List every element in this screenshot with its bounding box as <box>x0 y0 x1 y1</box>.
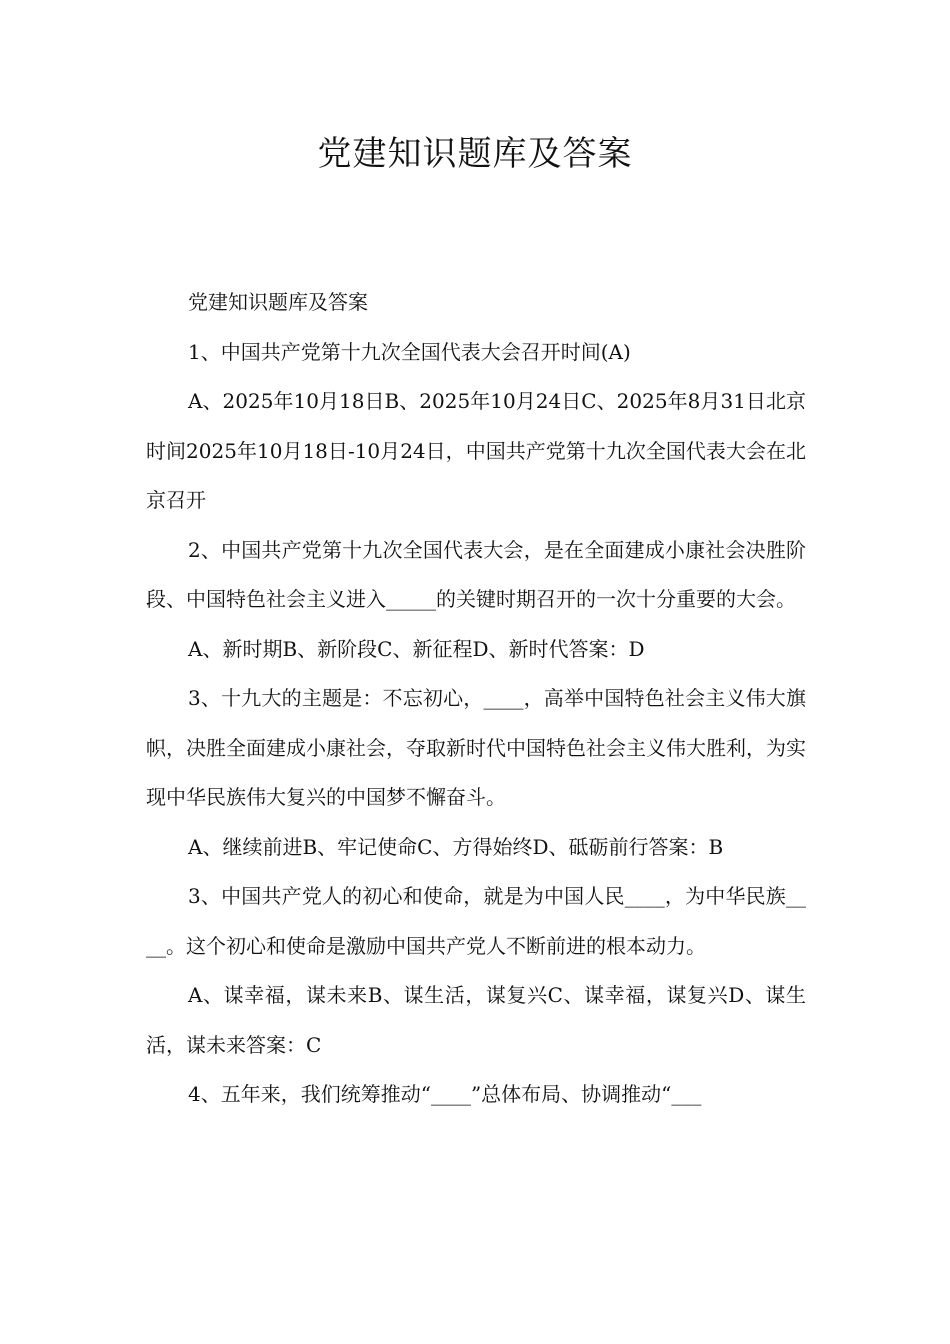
document-body <box>146 278 806 1120</box>
question-3-options: A、继续前进B、牢记使命C、方得始终D、砥砺前行答案：B <box>188 834 724 859</box>
question-2-options: A、新时期B、新阶段C、新征程D、新时代答案：D <box>188 636 645 661</box>
question-1-options: A、2025年10月18日B、2025年10月24日C、2025年8月31日北京时间2025年10月18日-10月24日，中国共产党第十九次全国代表大会在北京召开 <box>146 389 806 512</box>
question-3b: 3、中国共产党人的初心和使命，就是为中国人民____，为中华民族____。这个初心和使命是激励中国共产党人不断前进的根本动力。 <box>146 884 806 958</box>
question-4: 4、五年来，我们统筹推动“____”总体布局、协调推动“___ <box>188 1082 702 1106</box>
document-title: 党建知识题库及答案 <box>317 134 633 174</box>
question-2: 2、中国共产党第十九次全国代表大会，是在全面建成小康社会决胜阶段、中国特色社会主义进入_____的关键时期召开的一次十分重要的大会。 <box>146 537 806 611</box>
question-1: 1、中国共产党第十九次全国代表大会召开时间(A) <box>188 339 631 364</box>
question-3b-options: A、谋幸福，谋未来B、谋生活，谋复兴C、谋幸福，谋复兴D、谋生活，谋未来答案：C <box>146 983 806 1057</box>
paragraph-heading: 党建知识题库及答案 <box>188 290 368 314</box>
question-3: 3、十九大的主题是：不忘初心，____，高举中国特色社会主义伟大旗帜，决胜全面建成小康社会，夺取新时代中国特色社会主义伟大胜利，为实现中华民族伟大复兴的中国梦不懈奋斗。 <box>146 686 806 809</box>
